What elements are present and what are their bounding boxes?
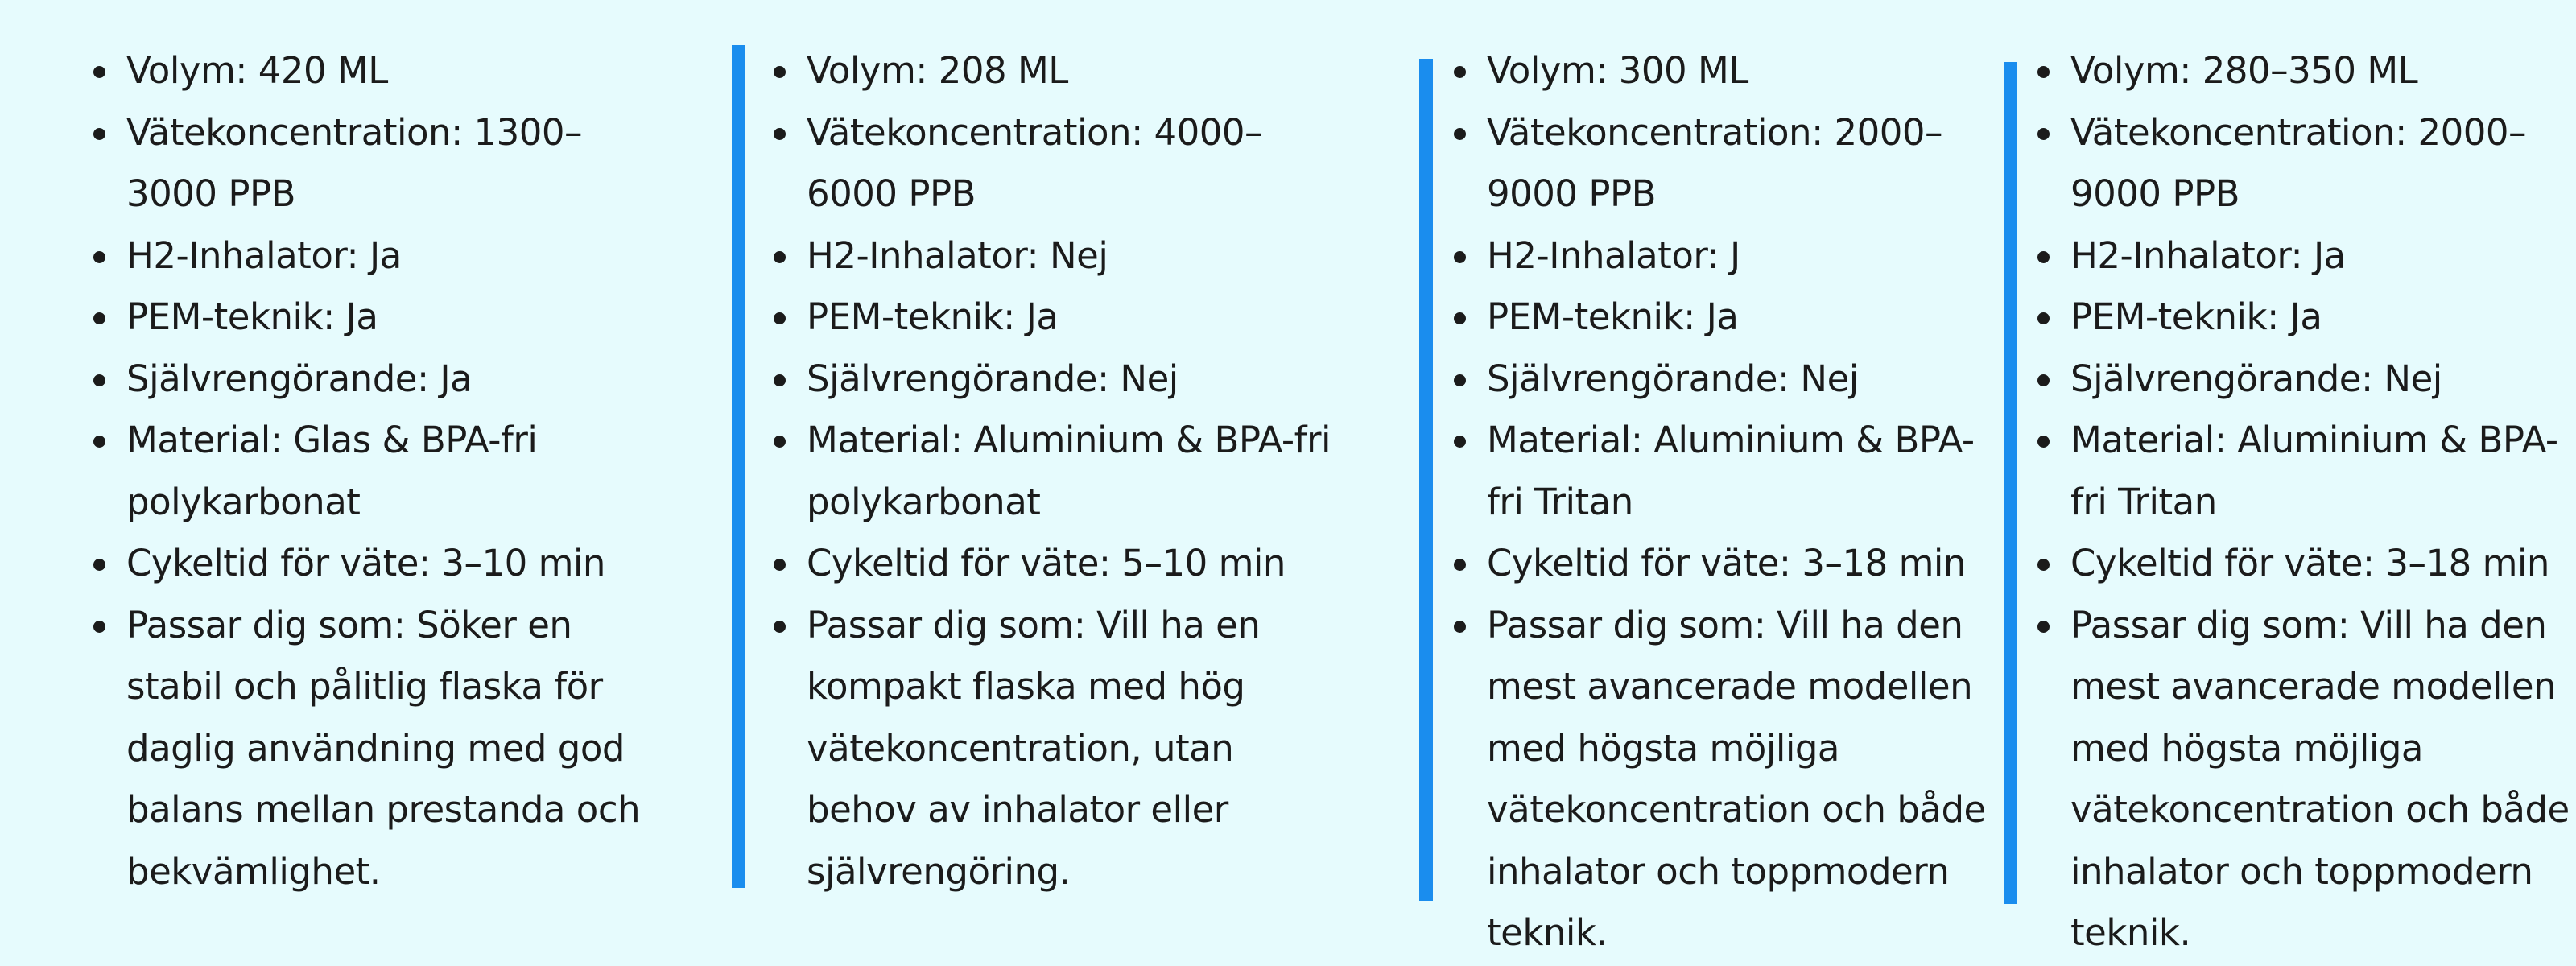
spec-cycle-time: Cykeltid för väte: 3–18 min — [1447, 533, 1995, 595]
spec-self-cleaning: Självrengörande: Nej — [2031, 349, 2576, 411]
spec-pem-technology: PEM-teknik: Ja — [2031, 287, 2576, 349]
spec-material: Material: Aluminium & BPA-fri Tritan — [2031, 410, 2576, 533]
spec-volume: Volym: 208 ML — [767, 40, 1331, 102]
spec-suits-you: Passar dig som: Vill ha en kompakt flaska med hög vätekoncentration, utan behov av inhalator eller självrengöring. — [767, 595, 1331, 903]
column-divider-3 — [2004, 62, 2017, 904]
spec-list — [87, 40, 667, 902]
column-divider-1 — [732, 45, 745, 888]
spec-list — [767, 40, 1331, 902]
spec-pem-technology: PEM-teknik: Ja — [767, 287, 1331, 349]
spec-self-cleaning: Självrengörande: Ja — [87, 349, 667, 411]
spec-volume: Volym: 420 ML — [87, 40, 667, 102]
spec-h2-inhaler: H2-Inhalator: Ja — [87, 225, 667, 287]
spec-cycle-time: Cykeltid för väte: 5–10 min — [767, 533, 1331, 595]
product-column-3 — [1447, 40, 1995, 964]
spec-suits-you: Passar dig som: Vill ha den mest avancerade modellen med högsta möjliga vätekoncentration och både inhalator och toppmodern teknik. — [2031, 595, 2576, 964]
spec-material: Material: Glas & BPA-fri polykarbonat — [87, 410, 667, 533]
spec-pem-technology: PEM-teknik: Ja — [1447, 287, 1995, 349]
column-divider-2 — [1419, 59, 1433, 901]
spec-hydrogen-concentration: Vätekoncentration: 4000–6000 PPB — [767, 102, 1331, 225]
spec-list — [2031, 40, 2576, 964]
spec-hydrogen-concentration: Vätekoncentration: 2000–9000 PPB — [2031, 102, 2576, 225]
spec-suits-you: Passar dig som: Söker en stabil och pålitlig flaska för daglig användning med god balans mellan prestanda och bekvämlighet. — [87, 595, 667, 903]
spec-volume: Volym: 300 ML — [1447, 40, 1995, 102]
spec-material: Material: Aluminium & BPA-fri Tritan — [1447, 410, 1995, 533]
spec-cycle-time: Cykeltid för väte: 3–10 min — [87, 533, 667, 595]
spec-self-cleaning: Självrengörande: Nej — [767, 349, 1331, 411]
product-column-2 — [767, 40, 1331, 902]
spec-cycle-time: Cykeltid för väte: 3–18 min — [2031, 533, 2576, 595]
spec-hydrogen-concentration: Vätekoncentration: 2000–9000 PPB — [1447, 102, 1995, 225]
spec-volume: Volym: 280–350 ML — [2031, 40, 2576, 102]
spec-hydrogen-concentration: Vätekoncentration: 1300–3000 PPB — [87, 102, 667, 225]
product-column-4 — [2031, 40, 2576, 964]
spec-suits-you: Passar dig som: Vill ha den mest avancerade modellen med högsta möjliga vätekoncentration och både inhalator och toppmodern teknik. — [1447, 595, 1995, 964]
spec-material: Material: Aluminium & BPA-fri polykarbonat — [767, 410, 1331, 533]
spec-h2-inhaler: H2-Inhalator: Ja — [2031, 225, 2576, 287]
spec-pem-technology: PEM-teknik: Ja — [87, 287, 667, 349]
spec-list — [1447, 40, 1995, 964]
product-column-1 — [87, 40, 667, 902]
spec-h2-inhaler: H2-Inhalator: J — [1447, 225, 1995, 287]
spec-self-cleaning: Självrengörande: Nej — [1447, 349, 1995, 411]
spec-h2-inhaler: H2-Inhalator: Nej — [767, 225, 1331, 287]
